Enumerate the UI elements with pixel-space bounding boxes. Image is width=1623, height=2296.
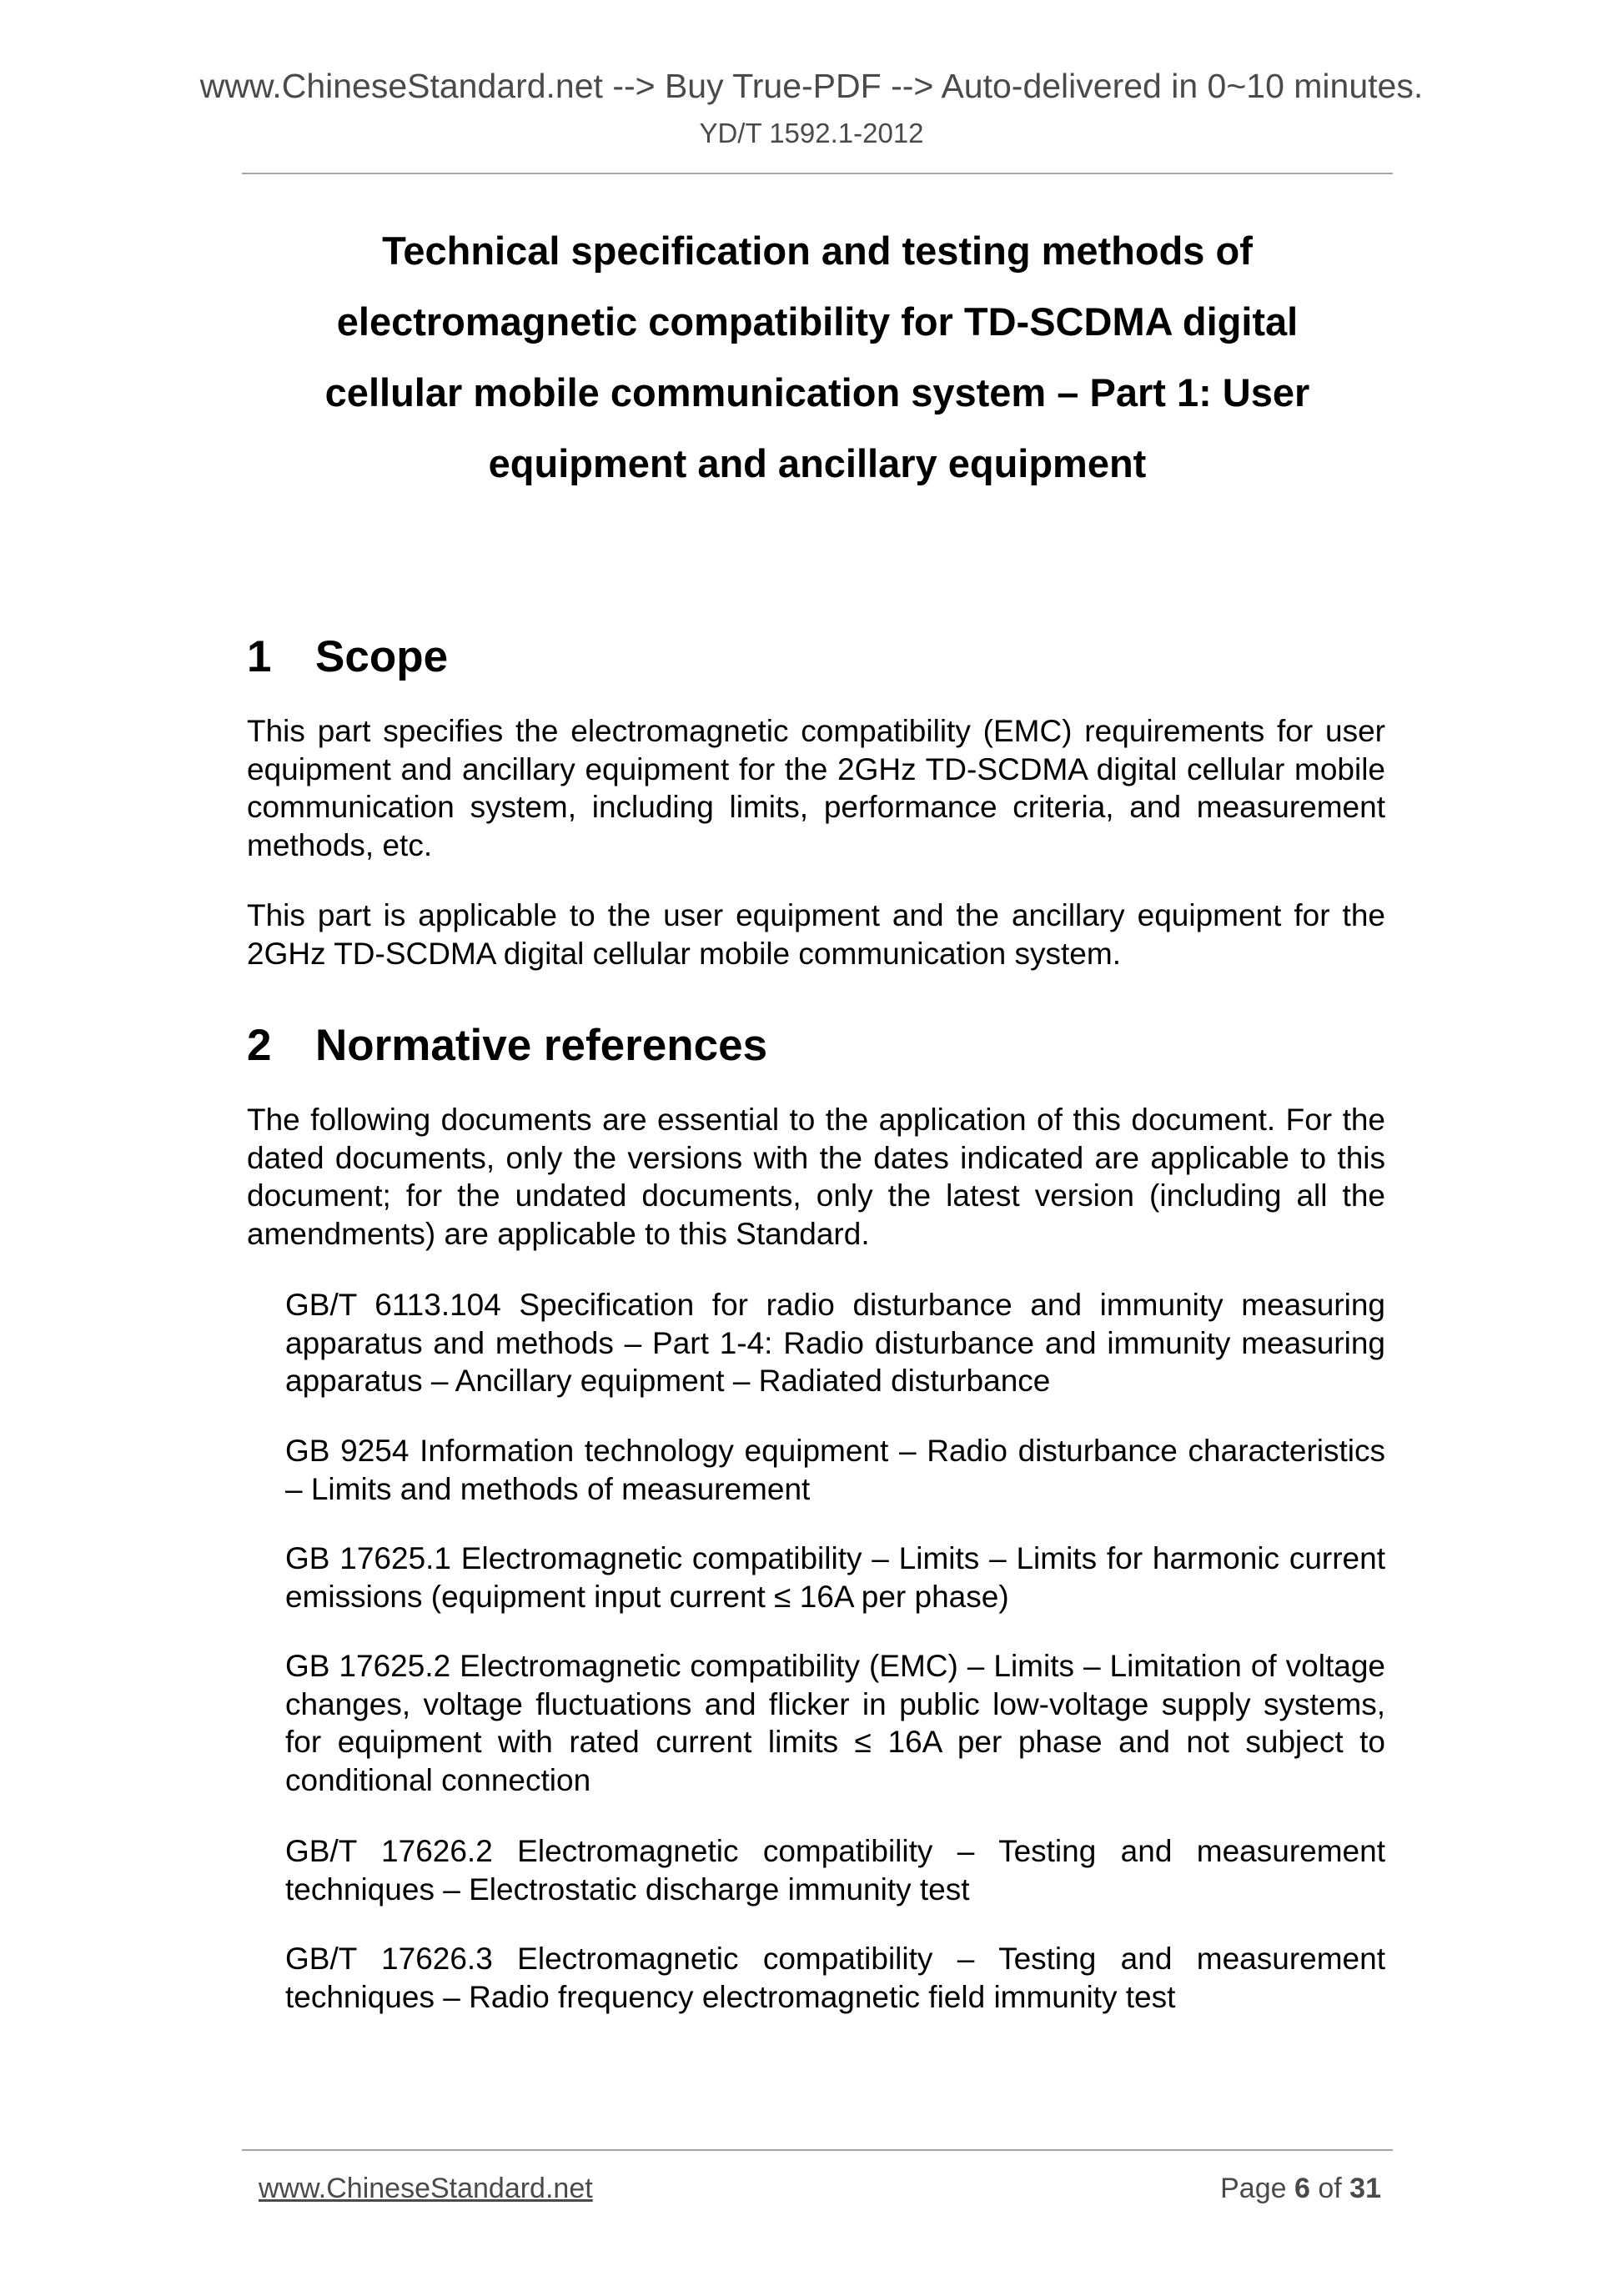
paragraph: The following documents are essential to the application of this document. For the dated documents, only the versions with the dates indicated are applicable to this document; for the undated documents, only the latest version (including all the amendments) are applicable to this Standard. <box>247 1103 1385 1251</box>
footer-site-link[interactable]: www.ChineseStandard.net <box>259 2173 593 2204</box>
header-banner: www.ChineseStandard.net --> Buy True-PDF --> Auto-delivered in 0~10 minutes. <box>199 67 1424 105</box>
title-line: equipment and ancillary equipment <box>488 441 1147 485</box>
page-indicator <box>1220 2171 1381 2206</box>
total-pages: 31 <box>1349 2173 1381 2204</box>
section-number: 1 <box>247 632 272 681</box>
reference-item: GB 17625.2 Electromagnetic compatibility (EMC) – Limits – Limitation of voltage changes, voltage fluctuations and flicker in public low-voltage supply systems, for equipment with rated current limits ≤ 16A per phase and not subject to conditional connection <box>285 1649 1385 1797</box>
document-title <box>242 215 1393 499</box>
current-page: 6 <box>1294 2173 1310 2204</box>
of-label: of <box>1318 2173 1342 2204</box>
section-heading-scope <box>247 632 448 682</box>
section-title: Scope <box>315 632 449 681</box>
title-line: electromagnetic compatibility for TD-SCDMA digital <box>336 299 1299 344</box>
page-label: Page <box>1220 2173 1287 2204</box>
reference-item: GB/T 6113.104 Specification for radio disturbance and immunity measuring apparatus and methods – Part 1-4: Radio disturbance and immunity measuring apparatus – Ancillary equipment – Radiated disturbance <box>285 1288 1385 1398</box>
section-heading-normative-references <box>247 1021 767 1071</box>
reference-item: GB 9254 Information technology equipment – Radio disturbance characteristics – Limits and methods of measurement <box>285 1434 1385 1506</box>
header-divider <box>242 173 1393 174</box>
reference-item: GB/T 17626.2 Electromagnetic compatibility – Testing and measurement techniques – Electrostatic discharge immunity test <box>285 1834 1385 1907</box>
title-line: Technical specification and testing methods of <box>382 229 1253 273</box>
standard-number: YD/T 1592.1-2012 <box>699 118 924 148</box>
paragraph: This part specifies the electromagnetic compatibility (EMC) requirements for user equipment and ancillary equipment for the 2GHz TD-SCDMA digital cellular mobile communication system, including limits, performance criteria, and measurement methods, etc. <box>247 714 1385 862</box>
title-line: cellular mobile communication system – Part 1: User <box>324 370 1310 414</box>
section-number: 2 <box>247 1021 272 1070</box>
reference-item: GB 17625.1 Electromagnetic compatibility – Limits – Limits for harmonic current emissions (equipment input current ≤ 16A per phase) <box>285 1541 1385 1614</box>
paragraph: This part is applicable to the user equipment and the ancillary equipment for the 2GHz TD-SCDMA digital cellular mobile communication system. <box>247 898 1385 971</box>
reference-item: GB/T 17626.3 Electromagnetic compatibility – Testing and measurement techniques – Radio frequency electromagnetic field immunity test <box>285 1942 1385 2014</box>
footer-divider <box>242 2149 1393 2151</box>
section-title: Normative references <box>315 1021 768 1070</box>
